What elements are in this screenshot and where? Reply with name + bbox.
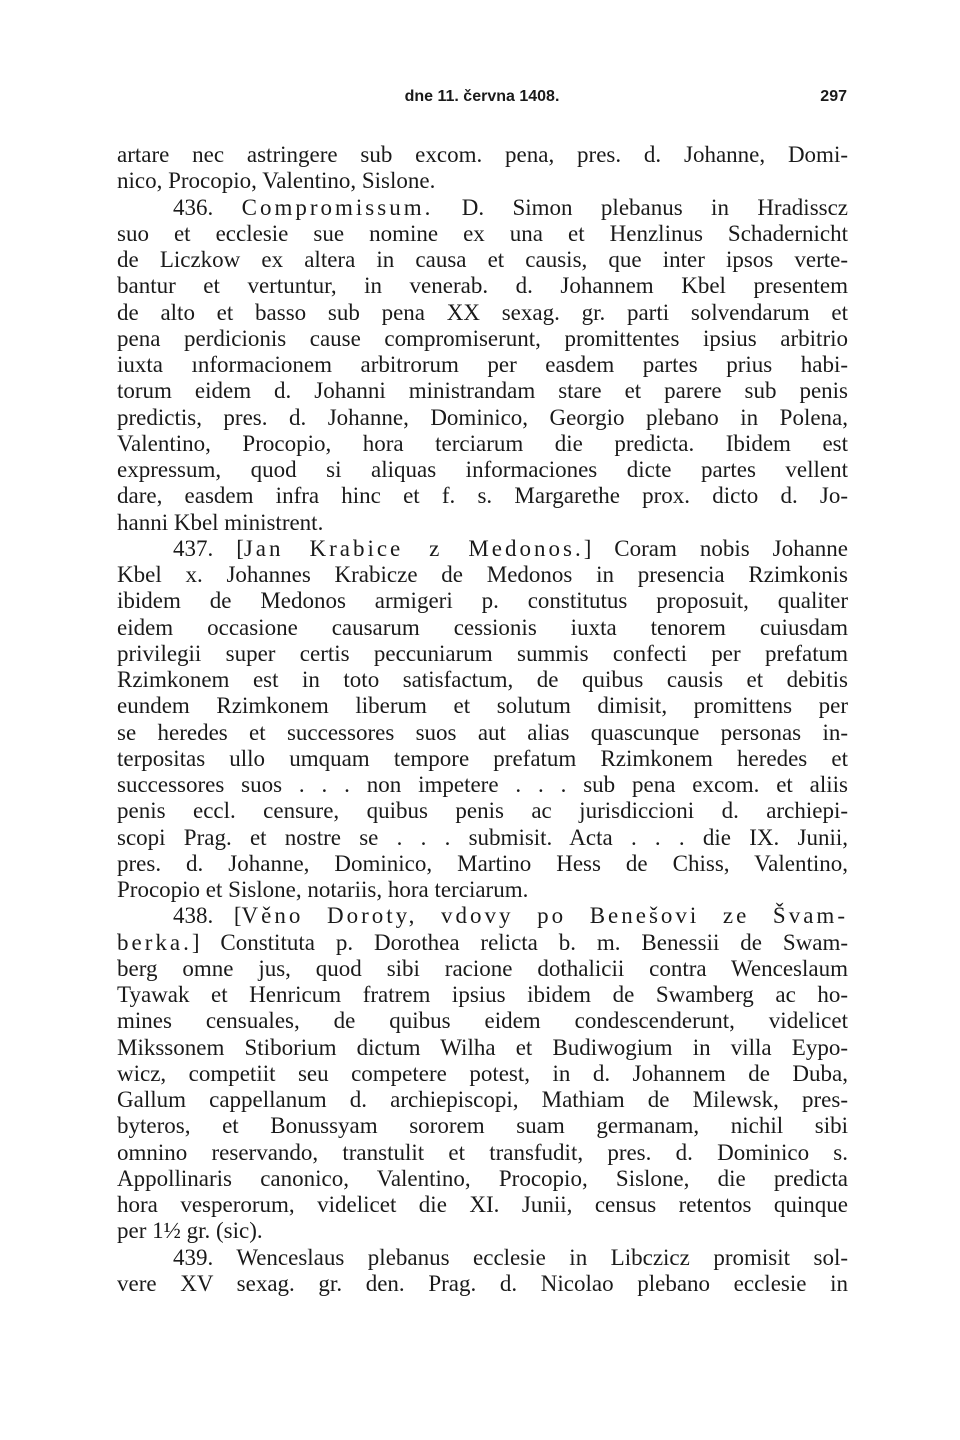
- text-line: terpositas ullo umquam tempore prefatum Rzimkonem heredes et: [117, 745, 848, 771]
- text-line: predictis, pres. d. Johanne, Dominico, Georgio plebano in Polena,: [117, 404, 848, 430]
- text-line: Mikssonem Stiborium dictum Wilha et Budiwogium in villa Eypo-: [117, 1034, 848, 1060]
- text-line: mines censuales, de quibus eidem condescenderunt, videlicet: [117, 1008, 848, 1034]
- text-line: hanni Kbel ministrent.: [117, 509, 324, 535]
- text-line: 439. Wenceslaus plebanus ecclesie in Libczicz promisit sol-: [173, 1244, 848, 1270]
- text-line: pena perdicionis cause compromiserunt, promittentes ipsius arbitrio: [117, 325, 848, 351]
- spaced-heading-text: berka.: [117, 929, 192, 955]
- text-line: Appollinaris canonico, Valentino, Procopio, Sislone, die predicta: [117, 1165, 848, 1191]
- line-segment: ] Coram nobis Johanne: [583, 535, 848, 561]
- text-line: [117, 536, 848, 562]
- spaced-heading-text: Věno Doroty, vdovy po Benešovi ze Švam-: [241, 903, 848, 929]
- text-line: de Liczkow ex altera in causa et causis, que inter ipsos verte-: [117, 247, 848, 272]
- text-line: Gallum cappellanum d. archiepiscopi, Mathiam de Milewsk, pres-: [117, 1087, 848, 1112]
- text-line: torum eidem d. Johanni ministrandam stare et parere sub penis: [117, 378, 848, 404]
- text-line: expressum, quod si aliquas informaciones dicte partes vellent: [117, 457, 848, 482]
- text-line: se heredes et successores suos aut alias quascunque personas in-: [117, 719, 848, 745]
- line-segment: ] Constituta p. Dorothea relicta b. m. Benessii de Swam-: [191, 929, 848, 955]
- text-line: nico, Procopio, Valentino, Sislone.: [117, 168, 436, 194]
- text-line: iuxta ınformacionem arbitrorum per easdem partes prius habi-: [117, 352, 848, 377]
- text-line: artare nec astringere sub excom. pena, pres. d. Johanne, Domi-: [117, 142, 848, 167]
- text-line: Procopio et Sislone, notariis, hora terciarum.: [117, 877, 529, 902]
- text-line: eidem occasione causarum cessionis iuxta tenorem cuiusdam: [117, 614, 848, 640]
- text-line: vere XV sexag. gr. den. Prag. d. Nicolao plebano ecclesie in: [117, 1270, 848, 1296]
- text-line: Tyawak et Henricum fratrem ipsius ibidem de Swamberg ac ho-: [117, 982, 848, 1007]
- spaced-heading-text: Jan Krabice z Medonos.: [243, 535, 584, 561]
- text-line: successores suos . . . non impetere . . . sub pena excom. et aliis: [117, 772, 848, 797]
- line-segment: 438. [: [173, 903, 242, 929]
- text-line: privilegii super certis peccuniarum summis confecti per prefatum: [117, 640, 848, 666]
- line-segment: 437. [: [173, 535, 244, 561]
- text-line: dare, easdem infra hinc et f. s. Margarethe prox. dicto d. Jo-: [117, 483, 848, 509]
- text-line: Valentino, Procopio, hora terciarum die predicta. Ibidem est: [117, 430, 848, 456]
- spaced-heading-text: Compromissum.: [241, 194, 434, 220]
- text-line: [117, 195, 848, 221]
- text-line: wicz, competiit seu competere potest, in d. Johannem de Duba,: [117, 1060, 848, 1086]
- text-line: Kbel x. Johannes Krabicze de Medonos in presencia Rzimkonis: [117, 562, 848, 587]
- body-text: [117, 142, 848, 1297]
- page-number: 297: [820, 88, 847, 105]
- page-header: [117, 88, 847, 118]
- text-line: [117, 903, 848, 929]
- line-segment: D. Simon plebanus in Hradisscz: [433, 194, 849, 220]
- text-line: de alto et basso sub pena XX sexag. gr. parti solvendarum et: [117, 299, 848, 325]
- running-head: dne 11. června 1408.: [404, 88, 560, 105]
- text-line: hora vesperorum, videlicet die XI. Junii, census retentos quinque: [117, 1192, 848, 1217]
- text-line: Rzimkonem est in toto satisfactum, de quibus causis et debitis: [117, 667, 848, 692]
- text-line: [117, 930, 848, 956]
- text-line: penis eccl. censure, quibus penis ac jurisdiccioni d. archiepi-: [117, 798, 848, 824]
- text-line: scopi Prag. et nostre se . . . submisit. Acta . . . die IX. Junii,: [117, 824, 848, 850]
- text-line: per 1½ gr. (sic).: [117, 1218, 263, 1244]
- text-line: pres. d. Johanne, Dominico, Martino Hess de Chiss, Valentino,: [117, 850, 848, 876]
- text-line: ibidem de Medonos armigeri p. constitutus proposuit, qualiter: [117, 588, 848, 614]
- text-line: omnino reservando, transtulit et transfudit, pres. d. Dominico s.: [117, 1139, 848, 1165]
- line-segment: 436.: [173, 194, 242, 220]
- text-line: berg omne jus, quod sibi racione dothalicii contra Wenceslaum: [117, 955, 848, 981]
- text-line: bantur et vertuntur, in venerab. d. Johannem Kbel presentem: [117, 273, 848, 299]
- text-line: eundem Rzimkonem liberum et solutum dimisit, promittens per: [117, 693, 848, 719]
- text-line: suo et ecclesie sue nomine ex una et Henzlinus Schadernicht: [117, 220, 848, 246]
- text-line: byteros, et Bonussyam sororem suam germanam, nichil sibi: [117, 1113, 848, 1139]
